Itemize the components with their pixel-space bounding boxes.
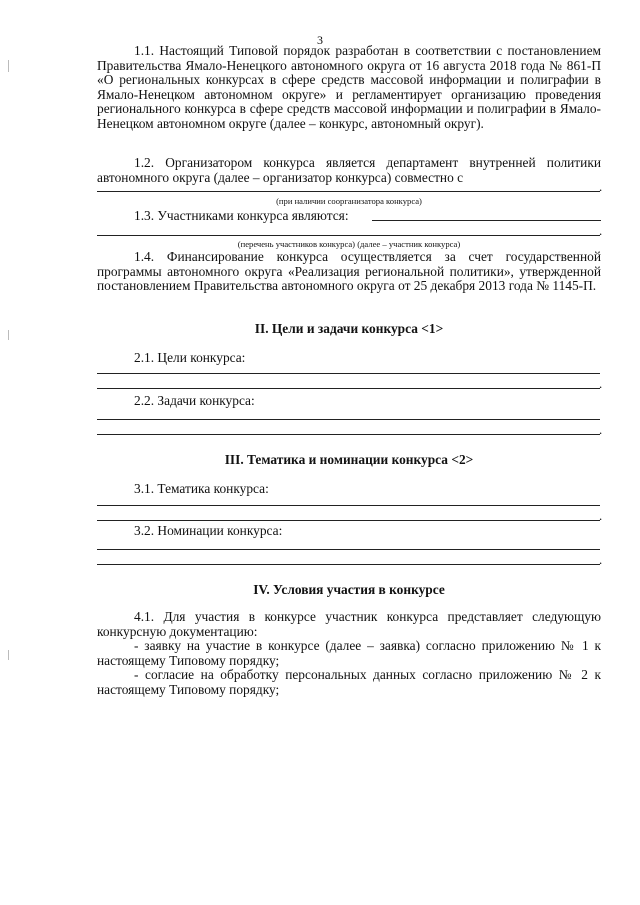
section-3-heading: III. Тематика и номинации конкурса <2>	[224, 452, 474, 467]
paragraph-3-2: 3.2. Номинации конкурса:	[134, 523, 283, 538]
line-end-period: .	[599, 508, 603, 523]
line-end-period: .	[599, 179, 603, 194]
list-item-application: - заявку на участие в конкурсе (далее – заявка) согласно приложению № 1 к настоящему Типовому порядку;	[97, 638, 601, 668]
paragraph-1-3: 1.3. Участниками конкурса являются:	[134, 208, 349, 223]
line-end-period: .	[599, 223, 603, 238]
scan-margin-mark	[8, 650, 9, 660]
scan-margin-mark	[8, 330, 9, 340]
section-4-heading: IV. Условия участия в конкурсе	[253, 582, 445, 597]
fill-line	[97, 564, 600, 565]
paragraph-1-2: 1.2. Организатором конкурса является департамент внутренней политики автономного округа (далее – организатор конкурса) совместно с	[97, 155, 601, 185]
line-end-period: .	[599, 376, 603, 391]
fill-line	[97, 419, 600, 420]
line-end-period: .	[599, 422, 603, 437]
fill-line	[97, 373, 600, 374]
paragraph-1-1: 1.1. Настоящий Типовой порядок разработан в соответствии с постановлением Правительства Ямало-Ненецкого автономного округа от 16 августа 2018 года № 861-П «О региональных конкурсах в сфере средств массовой информации и полиграфии в Ямало-Ненецком автономном округе» и регламентирует организацию проведения регионального конкурса в сфере средств массовой информации и полиграфии в Ямало-Ненецком автономном округе (далее – конкурс, автономный округ).	[97, 43, 601, 131]
caption-coorganizer: (при наличии соорганизатора конкурса)	[276, 196, 422, 206]
fill-line	[97, 235, 600, 236]
line-end-period: .	[599, 552, 603, 567]
caption-participants: (перечень участников конкурса) (далее – участник конкурса)	[237, 239, 461, 249]
scan-margin-mark	[8, 60, 9, 72]
paragraph-4-1: 4.1. Для участия в конкурсе участник конкурса представляет следующую конкурсную документацию:	[97, 609, 601, 639]
section-2-heading: II. Цели и задачи конкурса <1>	[254, 321, 444, 336]
fill-line	[97, 549, 600, 550]
paragraph-2-2: 2.2. Задачи конкурса:	[134, 393, 255, 408]
list-item-consent: - согласие на обработку персональных данных согласно приложению № 2 к настоящему Типовому порядку;	[97, 667, 601, 697]
paragraph-2-1: 2.1. Цели конкурса:	[134, 350, 246, 365]
fill-line	[97, 520, 600, 521]
paragraph-3-1: 3.1. Тематика конкурса:	[134, 481, 269, 496]
fill-line	[97, 505, 600, 506]
fill-line	[372, 220, 601, 221]
fill-line	[97, 388, 600, 389]
page-number: 3	[317, 33, 323, 47]
fill-line	[97, 191, 600, 192]
fill-line	[97, 434, 600, 435]
paragraph-1-4: 1.4. Финансирование конкурса осуществляется за счет государственной программы автономного округа «Реализация региональной политики», утвержденной постановлением Правительства автономного округа от 25 декабря 2013 года № 1145-П.	[97, 249, 601, 294]
